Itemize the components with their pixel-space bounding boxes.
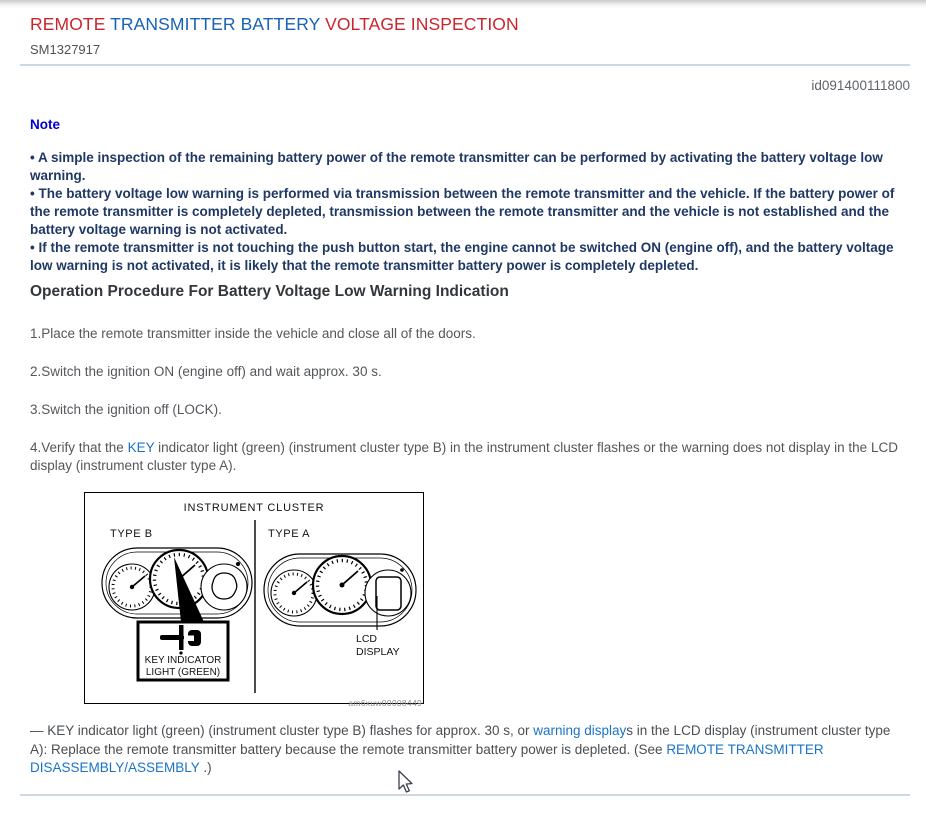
type-b-label: TYPE B: [110, 528, 153, 540]
note-bullet-2: • The battery voltage low warning is performed via transmission between the remote transmitter and the vehicle. If the battery power of the remote transmitter is completely depleted, transmission between the remote transmitter and the vehicle is not established and the battery voltage warning is not activated.: [30, 186, 895, 237]
note-bullet-list: [30, 149, 908, 275]
lcd-label-line1: LCD: [356, 633, 378, 645]
lcd-label-line2: DISPLAY: [356, 646, 400, 658]
page-top-shadow: [0, 0, 926, 8]
document-id: id091400111800: [811, 78, 910, 93]
document-code: SM1327917: [30, 42, 101, 57]
step-4-text-post: indicator light (green) (instrument cluster type B) in the instrument cluster flashes or the warning does not display in the LCD display (instrument cluster type A).: [30, 440, 898, 473]
key-indicator-link[interactable]: KEY: [127, 440, 155, 455]
instrument-cluster-diagram: [84, 492, 424, 704]
key-indicator-label-line2: LIGHT (GREEN): [145, 667, 221, 678]
figure-caption: am6xuw00008449: [348, 698, 422, 708]
step-2: 2.Switch the ignition ON (engine off) and wait approx. 30 s.: [30, 364, 382, 379]
result-paragraph: [30, 722, 908, 778]
note-bullet-1: • A simple inspection of the remaining battery power of the remote transmitter can be performed by activating the battery voltage low warning.: [30, 150, 883, 183]
header-divider: [20, 64, 910, 66]
figure-title: INSTRUMENT CLUSTER: [183, 502, 325, 514]
title-part-red-2: VOLTAGE INSPECTION: [325, 14, 519, 34]
title-part-red-1: REMOTE: [30, 14, 106, 34]
mouse-cursor: [398, 770, 414, 794]
warning-display-link[interactable]: warning display: [533, 723, 627, 738]
step-4: [30, 439, 898, 475]
result-text-pre: — KEY indicator light (green) (instrument cluster type B) flashes for approx. 30 s, or: [30, 723, 534, 738]
type-a-label: TYPE A: [268, 528, 311, 540]
remote-transmitter-disassembly-link[interactable]: REMOTE TRANSMITTER DISASSEMBLY/ASSEMBLY: [30, 741, 824, 775]
section-heading: Operation Procedure For Battery Voltage Low Warning Indication: [30, 283, 509, 300]
result-text-mid: s in the LCD display (instrument cluster type A): Replace the remote transmitter battery because the remote transmitter battery power is depleted. (See: [30, 723, 891, 757]
note-bullet-3: • If the remote transmitter is not touching the push button start, the engine cannot be switched ON (engine off), and the battery voltage low warning is not activated, it is likely that the remote transmitter battery power is completely depleted.: [30, 240, 894, 273]
title-part-blue: TRANSMITTER BATTERY: [105, 14, 326, 34]
page-title: [30, 14, 519, 35]
step-1: 1.Place the remote transmitter inside the vehicle and close all of the doors.: [30, 326, 476, 341]
instrument-cluster-figure: [84, 492, 424, 704]
step-3: 3.Switch the ignition off (LOCK).: [30, 402, 222, 417]
trip-knob-dot: [236, 562, 240, 566]
note-label: Note: [30, 117, 60, 132]
bottom-divider: [20, 794, 910, 796]
key-indicator-callout: [138, 622, 228, 680]
key-indicator-label-line1: KEY INDICATOR: [144, 655, 222, 666]
result-text-post: .): [199, 760, 212, 775]
step-4-text-pre: 4.Verify that the: [30, 440, 128, 455]
